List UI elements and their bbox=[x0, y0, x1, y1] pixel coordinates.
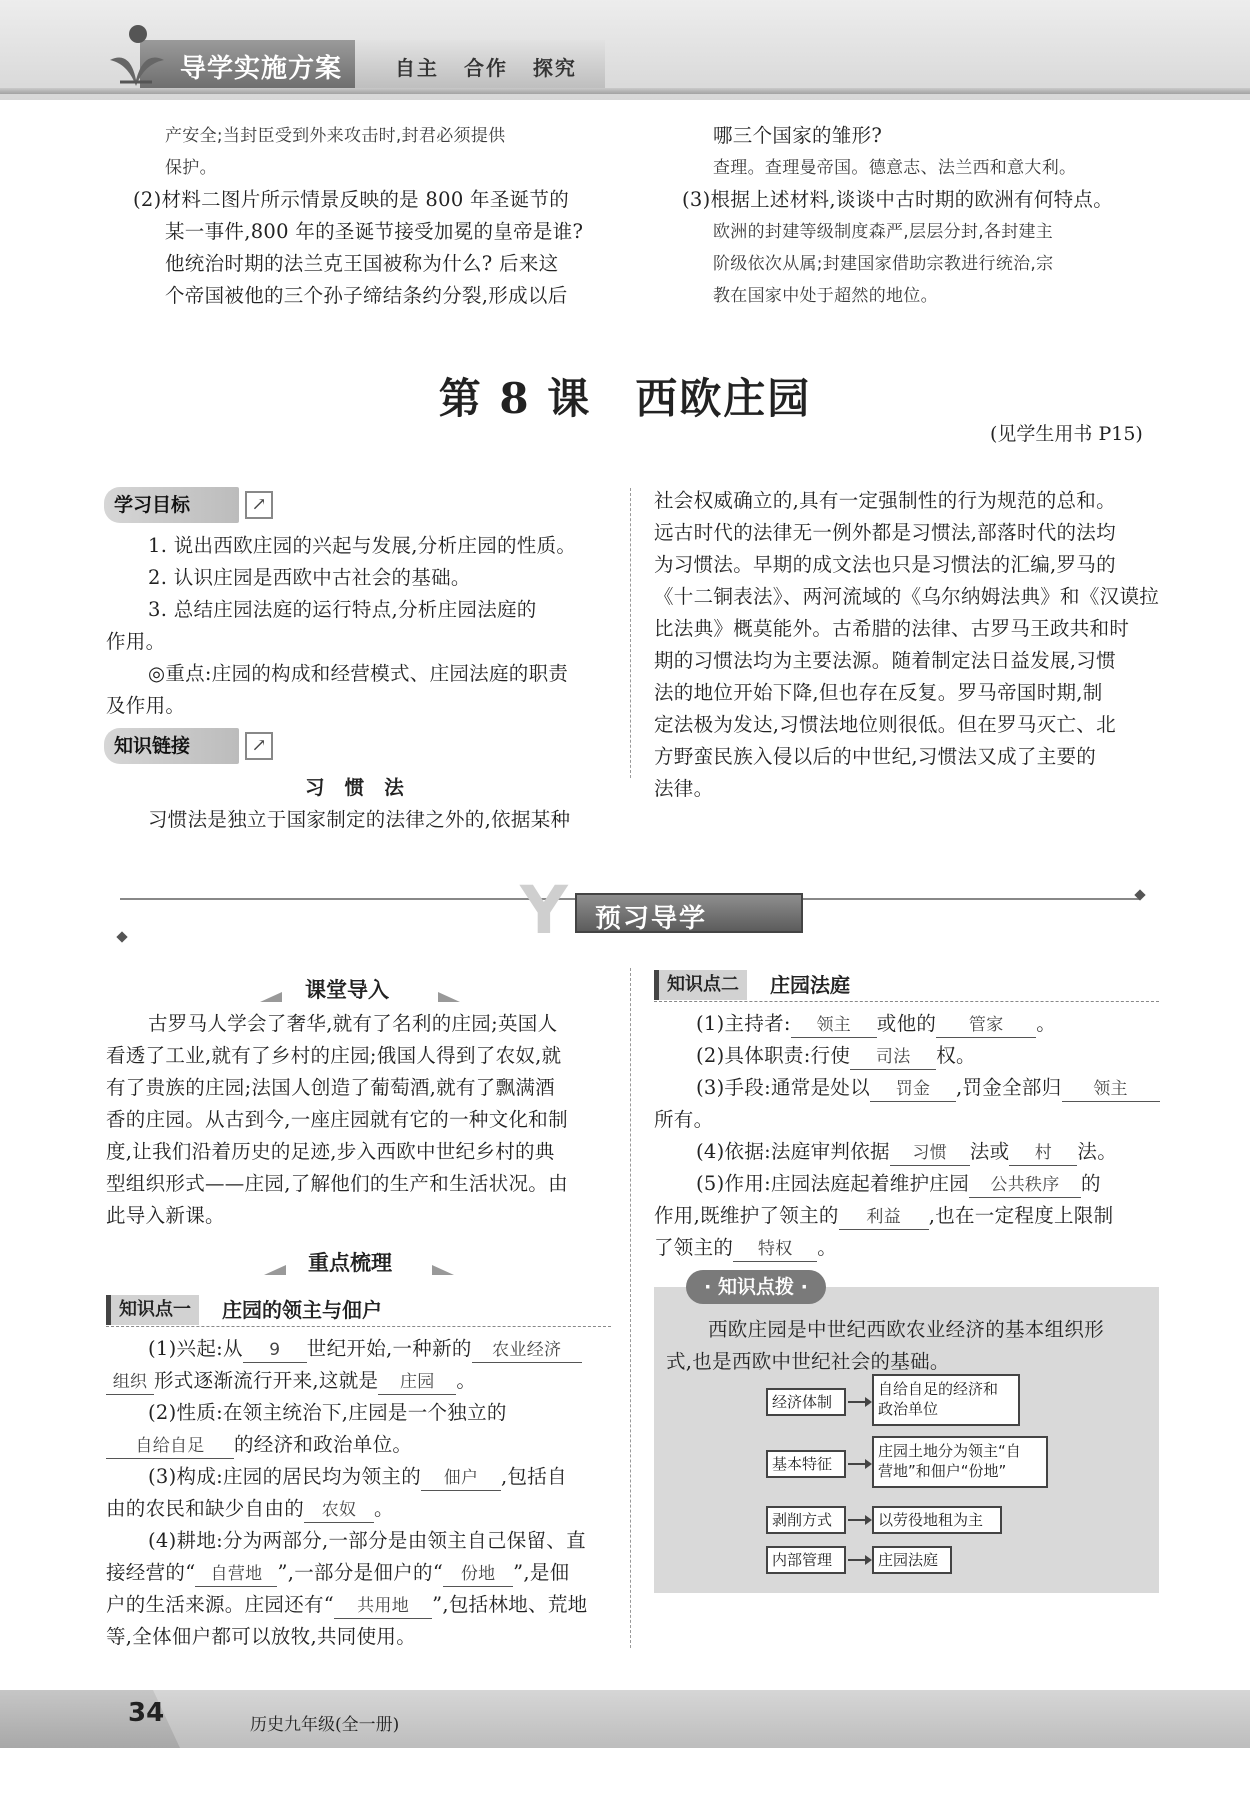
arrow-right-icon bbox=[848, 1401, 870, 1403]
answer-blank[interactable]: 罚金 bbox=[870, 1077, 956, 1102]
footer-band bbox=[0, 1690, 1250, 1748]
intro-line: 古罗马人学会了奢华,就有了名利的庄园;英国人 bbox=[148, 1012, 558, 1035]
kp1-line: (1)兴起:从 9 世纪开始,一种新的 农业经济 bbox=[148, 1333, 582, 1365]
kp2-line: (2)具体职责:行使 司法 权。 bbox=[696, 1040, 976, 1072]
banner-dot bbox=[116, 931, 127, 942]
answer-blank[interactable]: 村 bbox=[1009, 1141, 1077, 1166]
tip-text-line: 式,也是西欧中世纪社会的基础。 bbox=[666, 1350, 950, 1373]
book-plant-logo-icon bbox=[100, 20, 170, 90]
link-text-line: 法的地位开始下降,但也存在反复。罗马帝国时期,制 bbox=[654, 681, 1103, 704]
text-line: 阶级依次从属;封建国家借助宗教进行统治,宗 bbox=[713, 254, 1054, 274]
text-line: 某一事件,800 年的圣诞节接受加冕的皇帝是谁? bbox=[165, 220, 584, 243]
heading-ornament bbox=[438, 982, 460, 1002]
intro-line: 看透了工业,就有了乡村的庄园;俄国人得到了农奴,就 bbox=[106, 1044, 562, 1067]
header-rule bbox=[0, 88, 1250, 94]
arrow-right-icon bbox=[848, 1559, 870, 1561]
header-tags: 自主 合作 探究 bbox=[395, 56, 577, 80]
answer-blank[interactable]: 利益 bbox=[839, 1205, 929, 1230]
kp2-rule bbox=[654, 1001, 1159, 1002]
kp1-line: 户的生活来源。庄园还有“ 共用地 ”,包括林地、荒地 bbox=[106, 1589, 587, 1621]
heading-ornament bbox=[260, 982, 282, 1002]
answer-blank[interactable]: 习惯 bbox=[890, 1141, 970, 1166]
link-text-line: 定法极为发达,习惯法地位则很低。但在罗马灭亡、北 bbox=[654, 713, 1116, 736]
kp2-line: 作用,既维护了领主的 利益 ,也在一定程度上限制 bbox=[654, 1200, 1113, 1232]
banner-title: 预习导学 bbox=[595, 904, 708, 934]
answer-blank[interactable]: 共用地 bbox=[334, 1594, 432, 1619]
kp1-rule bbox=[106, 1326, 611, 1327]
text-line: 产安全;当封臣受到外来攻击时,封君必须提供 bbox=[165, 126, 506, 146]
kp2-line: 所有。 bbox=[654, 1108, 714, 1131]
kp1-line: 组织 形式逐渐流行开来,这就是 庄园 。 bbox=[106, 1365, 476, 1397]
intro-line: 此导入新课。 bbox=[106, 1204, 225, 1227]
kp2-line: (4)依据:法庭审判依据 习惯 法或 村 法。 bbox=[696, 1136, 1117, 1168]
arrow-right-icon bbox=[848, 1463, 870, 1465]
lesson-reference: (见学生用书 P15) bbox=[990, 423, 1143, 445]
answer-blank[interactable]: 庄园 bbox=[378, 1370, 456, 1395]
link-text-line: 法律。 bbox=[654, 777, 714, 800]
answer-blank[interactable]: 农业经济 bbox=[472, 1338, 582, 1363]
intro-heading: 课堂导入 bbox=[305, 978, 389, 1002]
flow-key-box: 剥削方式 bbox=[766, 1506, 846, 1534]
flow-value-box: 以劳役地租为主 bbox=[872, 1506, 1002, 1534]
knowledge-tip-tag: · 知识点拨 · bbox=[686, 1270, 826, 1304]
answer-blank[interactable]: 份地 bbox=[443, 1562, 513, 1587]
kp2-line: (1)主持者: 领主 或他的 管家 。 bbox=[696, 1008, 1056, 1040]
answer-blank[interactable]: 自营地 bbox=[195, 1562, 277, 1587]
link-text-line: 社会权威确立的,具有一定强制性的行为规范的总和。 bbox=[654, 489, 1116, 512]
answer-blank[interactable]: 9 bbox=[243, 1338, 307, 1363]
flow-value-line: 庄园土地分为领主“自 bbox=[878, 1442, 1021, 1460]
flow-key-box: 基本特征 bbox=[766, 1450, 846, 1478]
text-line: (2)材料二图片所示情景反映的是 800 年圣诞节的 bbox=[133, 188, 570, 211]
answer-blank[interactable]: 自给自足 bbox=[106, 1434, 234, 1459]
text-line: 哪三个国家的雏形? bbox=[713, 124, 883, 147]
banner-letter: Y bbox=[520, 872, 568, 949]
link-subtitle: 习 惯 法 bbox=[305, 776, 405, 799]
tip-text-line: 西欧庄园是中世纪西欧农业经济的基本组织形 bbox=[708, 1318, 1105, 1341]
link-text-line: 《十二铜表法》、两河流域的《乌尔纳姆法典》和《汉谟拉 bbox=[654, 585, 1160, 608]
kp2-line: 了领主的 特权 。 bbox=[654, 1232, 837, 1264]
lesson-title: 第 8 课 西欧庄园 bbox=[438, 374, 812, 423]
answer-blank[interactable]: 佃户 bbox=[421, 1466, 501, 1491]
link-text-line: 期的习惯法均为主要法源。随着制定法日益发展,习惯 bbox=[654, 649, 1116, 672]
flow-value-line: 政治单位 bbox=[878, 1400, 939, 1418]
flow-value-box bbox=[872, 1436, 1048, 1488]
answer-blank[interactable]: 公共秩序 bbox=[969, 1173, 1081, 1198]
answer-blank[interactable]: 农奴 bbox=[304, 1498, 374, 1523]
arrow-icon: ↗ bbox=[245, 491, 273, 519]
kp1-tag: 知识点一 bbox=[106, 1295, 199, 1325]
arrow-right-icon bbox=[848, 1519, 870, 1521]
objective-key-point: ◎重点:庄园的构成和经营模式、庄园法庭的职责 bbox=[148, 662, 569, 685]
flow-value-box: 庄园法庭 bbox=[872, 1546, 952, 1574]
column-divider bbox=[630, 488, 631, 778]
column-divider bbox=[630, 968, 631, 1648]
text-line: 欧洲的封建等级制度森严,层层分封,各封建主 bbox=[713, 222, 1054, 242]
link-text-line: 为习惯法。早期的成文法也只是习惯法的汇编,罗马的 bbox=[654, 553, 1116, 576]
flow-key-box: 经济体制 bbox=[766, 1388, 846, 1416]
answer-blank[interactable]: 管家 bbox=[936, 1013, 1036, 1038]
heading-ornament bbox=[264, 1255, 286, 1275]
page-number: 34 bbox=[128, 1698, 165, 1728]
answer-blank[interactable]: 领主 bbox=[791, 1013, 877, 1038]
objective-line: 2. 认识庄园是西欧中古社会的基础。 bbox=[148, 566, 471, 589]
kp1-line: 接经营的“ 自营地 ”,一部分是佃户的“ 份地 ”,是佃 bbox=[106, 1557, 570, 1589]
link-text-line: 远古时代的法律无一例外都是习惯法,部落时代的法均 bbox=[654, 521, 1116, 544]
objective-line: 及作用。 bbox=[106, 694, 186, 717]
intro-line: 度,让我们沿着历史的足迹,步入西欧中世纪乡村的典 bbox=[106, 1140, 555, 1163]
kp1-line: 自给自足 的经济和政治单位。 bbox=[106, 1429, 412, 1461]
header-title: 导学实施方案 bbox=[180, 54, 343, 84]
flow-value-box bbox=[872, 1374, 1020, 1426]
objective-line: 3. 总结庄园法庭的运行特点,分析庄园法庭的 bbox=[148, 598, 537, 621]
flow-value-line: 自给自足的经济和 bbox=[878, 1380, 999, 1398]
flow-value-line: 营地”和佃户“份地” bbox=[878, 1462, 1007, 1480]
intro-line: 有了贵族的庄园;法国人创造了葡萄酒,就有了飘满酒 bbox=[106, 1076, 555, 1099]
kp2-line: (5)作用:庄园法庭起着维护庄园 公共秩序 的 bbox=[696, 1168, 1101, 1200]
kp1-line: 由的农民和缺少自由的 农奴 。 bbox=[106, 1493, 394, 1525]
kp1-line: (4)耕地:分为两部分,一部分是由领主自己保留、直 bbox=[148, 1529, 586, 1552]
arrow-icon: ↗ bbox=[245, 732, 273, 760]
book-title: 历史九年级(全一册) bbox=[250, 1715, 400, 1735]
link-text-line: 比法典》概莫能外。古希腊的法律、古罗马王政共和时 bbox=[654, 617, 1130, 640]
text-line: 查理。查理曼帝国。德意志、法兰西和意大利。 bbox=[713, 158, 1077, 178]
heading-ornament bbox=[432, 1255, 454, 1275]
kp2-line: (3)手段:通常是处以 罚金 ,罚金全部归 领主 bbox=[696, 1072, 1160, 1104]
kp1-line: 等,全体佃户都可以放牧,共同使用。 bbox=[106, 1625, 416, 1648]
objective-line: 作用。 bbox=[106, 630, 166, 653]
text-line: (3)根据上述材料,谈谈中古时期的欧洲有何特点。 bbox=[682, 188, 1114, 211]
answer-blank[interactable]: 领主 bbox=[1062, 1077, 1160, 1102]
answer-blank[interactable]: 组织 bbox=[106, 1370, 154, 1395]
link-text-line: 方野蛮民族入侵以后的中世纪,习惯法又成了主要的 bbox=[654, 745, 1097, 768]
link-text-line: 习惯法是独立于国家制定的法律之外的,依据某种 bbox=[148, 808, 571, 831]
kp2-tag: 知识点二 bbox=[654, 970, 747, 1000]
kp2-title: 庄园法庭 bbox=[770, 973, 850, 997]
kp1-line: (3)构成:庄园的居民均为领主的 佃户 ,包括自 bbox=[148, 1461, 567, 1493]
intro-line: 香的庄园。从古到今,一座庄园就有它的一种文化和制 bbox=[106, 1108, 568, 1131]
text-line: 个帝国被他的三个孙子缔结条约分裂,形成以后 bbox=[165, 284, 568, 307]
kp1-title: 庄园的领主与佃户 bbox=[222, 1298, 382, 1322]
intro-line: 型组织形式——庄园,了解他们的生产和生活状况。由 bbox=[106, 1172, 568, 1195]
text-line: 保护。 bbox=[165, 158, 217, 178]
text-line: 教在国家中处于超然的地位。 bbox=[713, 286, 938, 306]
text-line: 他统治时期的法兰克王国被称为什么? 后来这 bbox=[165, 252, 559, 275]
knowledge-link-tab: 知识链接 bbox=[104, 728, 239, 764]
flow-key-box: 内部管理 bbox=[766, 1546, 846, 1574]
objectives-tab: 学习目标 bbox=[104, 487, 239, 523]
review-heading: 重点梳理 bbox=[308, 1251, 392, 1275]
answer-blank[interactable]: 特权 bbox=[733, 1237, 817, 1262]
kp1-line: (2)性质:在领主统治下,庄园是一个独立的 bbox=[148, 1401, 507, 1424]
objective-line: 1. 说出西欧庄园的兴起与发展,分析庄园的性质。 bbox=[148, 534, 577, 557]
answer-blank[interactable]: 司法 bbox=[850, 1045, 936, 1070]
